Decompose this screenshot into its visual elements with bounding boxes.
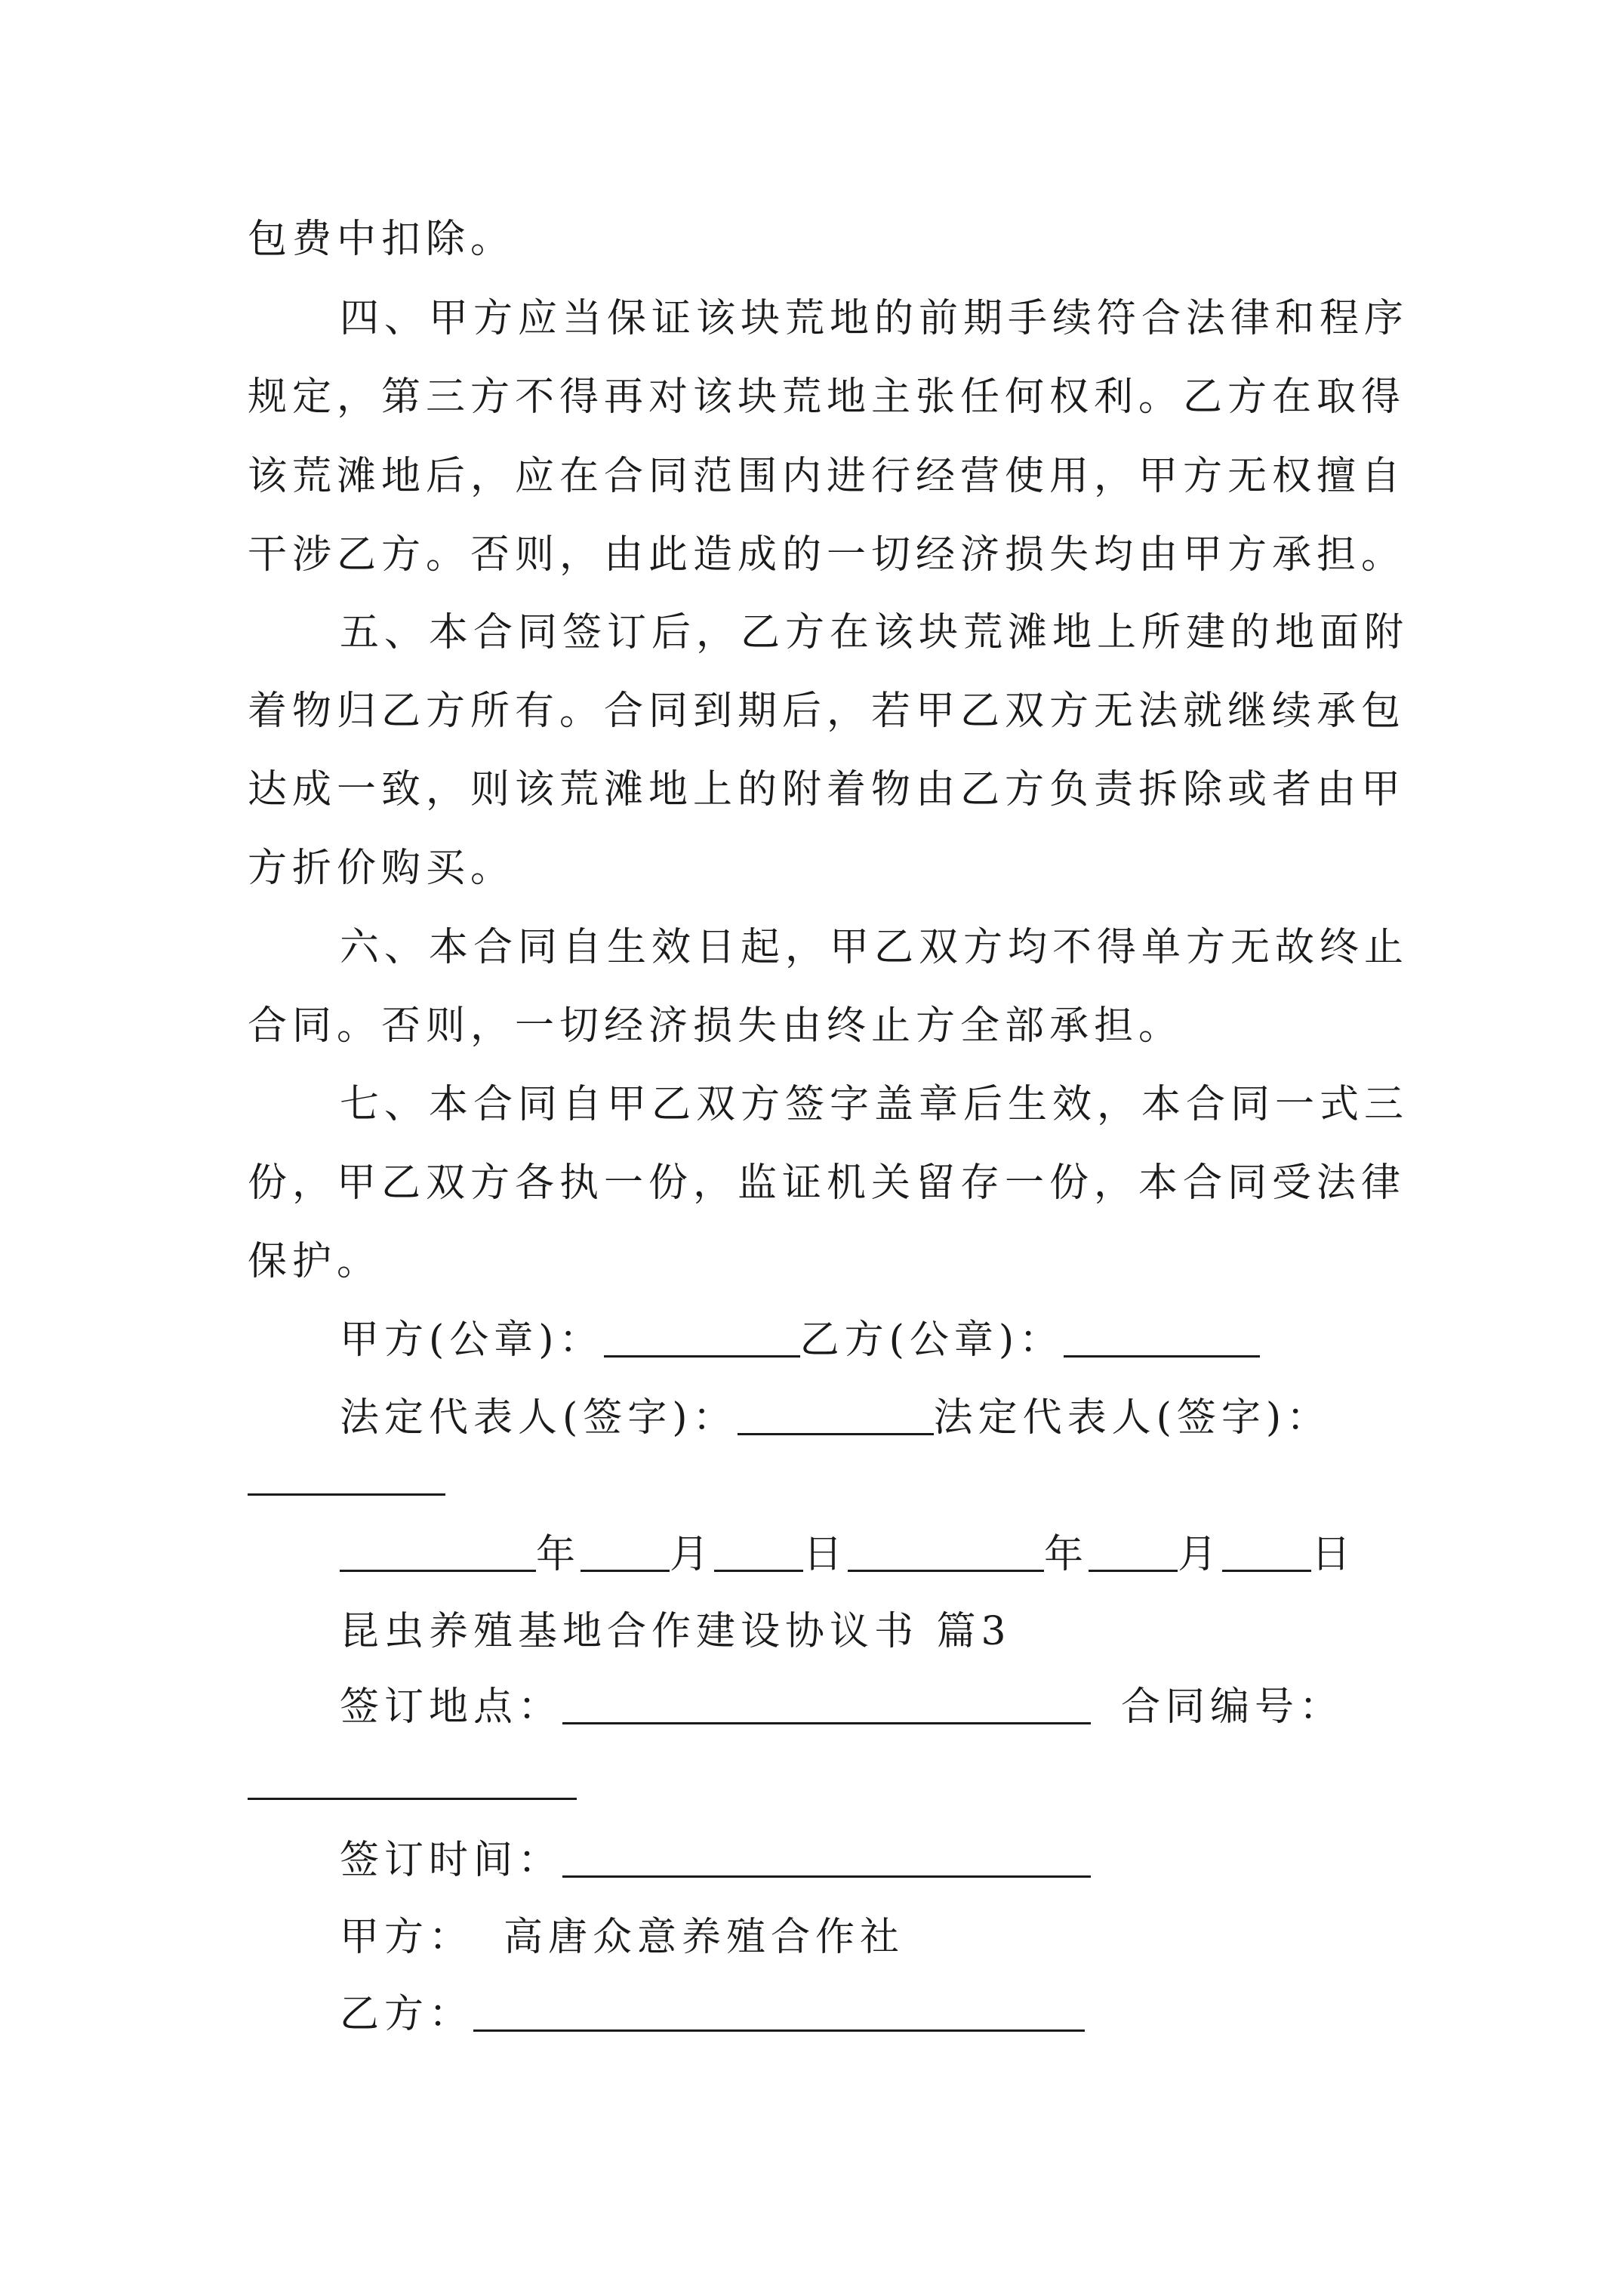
legal-rep-a-label: 法定代表人(签字)： <box>340 1395 738 1441</box>
sign-place-line <box>340 1684 1487 1730</box>
seal-line <box>340 1318 1487 1363</box>
year-a-blank <box>340 1536 536 1572</box>
month-b-blank <box>1089 1536 1178 1572</box>
party-b-line <box>340 1992 1487 2037</box>
legal-rep-b-label: 法定代表人(签字)： <box>933 1395 1332 1441</box>
sign-time-line <box>340 1838 1487 1883</box>
day-b-blank <box>1222 1536 1311 1572</box>
contract-no-blank <box>248 1798 577 1800</box>
clause-five-line: 达成一致，则该荒滩地上的附着物由乙方负责拆除或者由甲 <box>248 767 1406 812</box>
year-a-label: 年 <box>536 1532 581 1577</box>
party-a-value: 高唐众意养殖合作社 <box>504 1915 905 1960</box>
legal-rep-line <box>340 1395 1487 1441</box>
clause-five-line: 着物归乙方所有。合同到期后，若甲乙双方无法就继续承包 <box>248 689 1406 734</box>
year-b-label: 年 <box>1044 1532 1089 1577</box>
party-b-blank <box>473 1996 1085 2032</box>
date-line <box>340 1532 1487 1577</box>
clause-seven-line: 七、本合同自甲乙双方签字盖章后生效，本合同一式三 <box>340 1082 1409 1127</box>
sign-place-blank <box>562 1689 1091 1724</box>
clause-seven-line: 保护。 <box>248 1239 382 1284</box>
party-a-seal-label: 甲方(公章)： <box>340 1318 604 1363</box>
sign-time-blank <box>562 1842 1091 1878</box>
legal-rep-b-blank <box>248 1493 445 1496</box>
party-b-label: 乙方： <box>340 1992 474 2037</box>
clause-five-line: 五、本合同签订后，乙方在该块荒滩地上所建的地面附 <box>340 610 1409 655</box>
clause-four-line: 四、甲方应当保证该块荒地的前期手续符合法律和程序 <box>340 296 1409 341</box>
party-a-line <box>340 1915 1487 1960</box>
sign-time-label: 签订时间： <box>340 1838 563 1883</box>
legal-rep-a-blank <box>738 1400 934 1435</box>
party-b-seal-label: 乙方(公章)： <box>799 1318 1064 1363</box>
party-a-seal-blank <box>604 1322 800 1358</box>
month-b-label: 月 <box>1178 1532 1223 1577</box>
clause-five-line: 方折价购买。 <box>248 846 516 891</box>
month-a-label: 月 <box>670 1532 715 1577</box>
party-b-seal-blank <box>1064 1322 1260 1358</box>
clause-seven-line: 份，甲乙双方各执一份，监证机关留存一份，本合同受法律 <box>248 1160 1406 1206</box>
day-a-blank <box>714 1536 803 1572</box>
year-b-blank <box>848 1536 1044 1572</box>
contract-no-label: 合同编号： <box>1121 1684 1344 1730</box>
clause-six-line: 六、本合同自生效日起，甲乙双方均不得单方无故终止 <box>340 925 1409 970</box>
month-a-blank <box>581 1536 670 1572</box>
clause-four-line: 干涉乙方。否则，由此造成的一切经济损失均由甲方承担。 <box>248 532 1406 578</box>
sign-place-label: 签订地点： <box>340 1684 563 1730</box>
section-title: 昆虫养殖基地合作建设协议书 篇3 <box>340 1609 1012 1654</box>
text-line: 包费中扣除。 <box>248 217 516 262</box>
clause-four-line: 该荒滩地后，应在合同范围内进行经营使用，甲方无权擅自 <box>248 454 1406 499</box>
clause-six-line: 合同。否则，一切经济损失由终止方全部承担。 <box>248 1003 1184 1049</box>
day-a-label: 日 <box>803 1532 848 1577</box>
day-b-label: 日 <box>1311 1532 1357 1577</box>
party-a-label: 甲方： <box>340 1915 474 1960</box>
clause-four-line: 规定，第三方不得再对该块荒地主张任何权利。乙方在取得 <box>248 374 1406 420</box>
